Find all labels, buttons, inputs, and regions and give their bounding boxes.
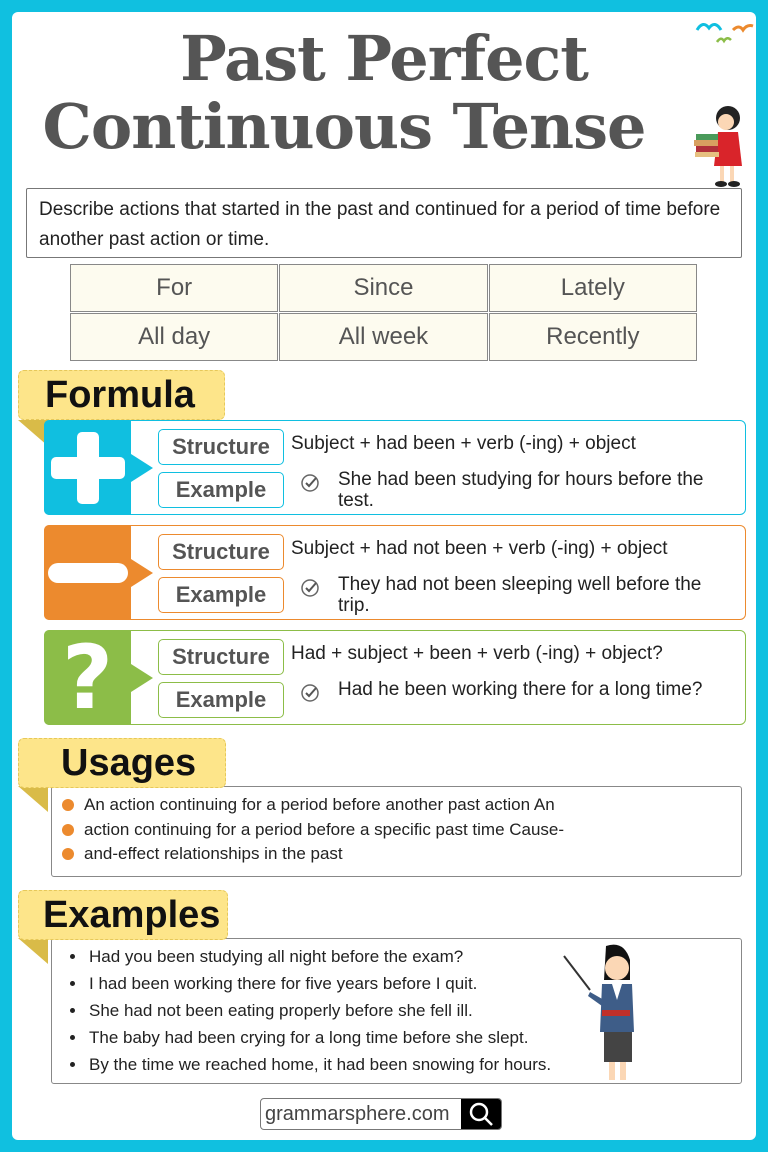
- structure-label: Structure: [158, 429, 284, 465]
- structure-text: Subject + had been + verb (-ing) + object: [291, 433, 636, 454]
- check-circle-icon: [300, 683, 320, 703]
- formula-row-interrogative: [44, 625, 746, 729]
- tag-fold-decoration: [18, 786, 48, 812]
- example-text: They had not been sleeping well before the trip.: [338, 574, 702, 616]
- example-label: Example: [158, 577, 284, 613]
- plus-icon: [44, 420, 131, 515]
- tag-fold-decoration: [18, 938, 48, 964]
- usage-item: An action continuing for a period before another past action An: [52, 793, 741, 818]
- example-label: Example: [158, 472, 284, 508]
- bullet-dot-icon: [62, 799, 74, 811]
- time-expression-chip: All day: [70, 313, 278, 361]
- example-item: I had been working there for five years before I quit.: [52, 970, 741, 997]
- structure-text: Subject + had not been + verb (-ing) + object: [291, 538, 668, 559]
- minus-icon: [44, 525, 131, 620]
- usage-item: and-effect relationships in the past: [52, 842, 741, 867]
- site-url[interactable]: grammarsphere.com: [265, 1102, 450, 1125]
- bullet-dot-icon: [62, 824, 74, 836]
- badge-pointer: [131, 664, 153, 692]
- page-title-line-1: Past Perfect: [180, 22, 588, 95]
- time-expression-chip: For: [70, 264, 278, 312]
- time-expression-chip: Since: [279, 264, 487, 312]
- birds-decoration-icon: [695, 16, 755, 46]
- search-button[interactable]: [461, 1099, 501, 1129]
- example-item: Had you been studying all night before the exam?: [52, 943, 741, 970]
- site-search-badge[interactable]: [260, 1098, 502, 1130]
- bullet-icon: [70, 1008, 75, 1013]
- example-text: She had been studying for hours before the test.: [338, 469, 704, 511]
- search-icon: [468, 1101, 494, 1127]
- girl-with-books-illustration: [690, 100, 750, 190]
- bullet-icon: [70, 954, 75, 959]
- time-expression-chip: All week: [279, 313, 487, 361]
- formula-row-negative: [44, 525, 746, 620]
- badge-pointer: [131, 559, 153, 587]
- badge-pointer: [131, 454, 153, 482]
- question-icon: ?: [44, 630, 131, 725]
- usage-item: action continuing for a period before a specific past time Cause-: [52, 818, 741, 843]
- bullet-dot-icon: [62, 848, 74, 860]
- structure-label: Structure: [158, 534, 284, 570]
- example-text: Had he been working there for a long time?: [338, 679, 703, 700]
- usages-heading: Usages: [18, 738, 226, 788]
- formula-row-affirmative: [44, 420, 746, 515]
- page-title-line-2: Continuous Tense: [42, 90, 646, 163]
- check-circle-icon: [300, 473, 320, 493]
- example-item: The baby had been crying for a long time before she slept.: [52, 1024, 741, 1051]
- time-expression-chip: Lately: [489, 264, 697, 312]
- structure-label: Structure: [158, 639, 284, 675]
- usages-box: [51, 786, 742, 877]
- example-label: Example: [158, 682, 284, 718]
- structure-text: Had + subject + been + verb (-ing) + object?: [291, 643, 663, 664]
- teacher-illustration: [560, 940, 650, 1085]
- time-expression-chip: Recently: [489, 313, 697, 361]
- definition-box: Describe actions that started in the past and continued for a period of time before another past action or time.: [26, 188, 742, 258]
- bullet-icon: [70, 1035, 75, 1040]
- check-circle-icon: [300, 578, 320, 598]
- formula-heading: Formula: [18, 370, 225, 420]
- examples-heading: Examples: [18, 890, 228, 940]
- example-item: She had not been eating properly before she fell ill.: [52, 997, 741, 1024]
- bullet-icon: [70, 981, 75, 986]
- time-expressions-grid: [70, 264, 697, 361]
- bullet-icon: [70, 1062, 75, 1067]
- example-item: By the time we reached home, it had been snowing for hours.: [52, 1051, 741, 1078]
